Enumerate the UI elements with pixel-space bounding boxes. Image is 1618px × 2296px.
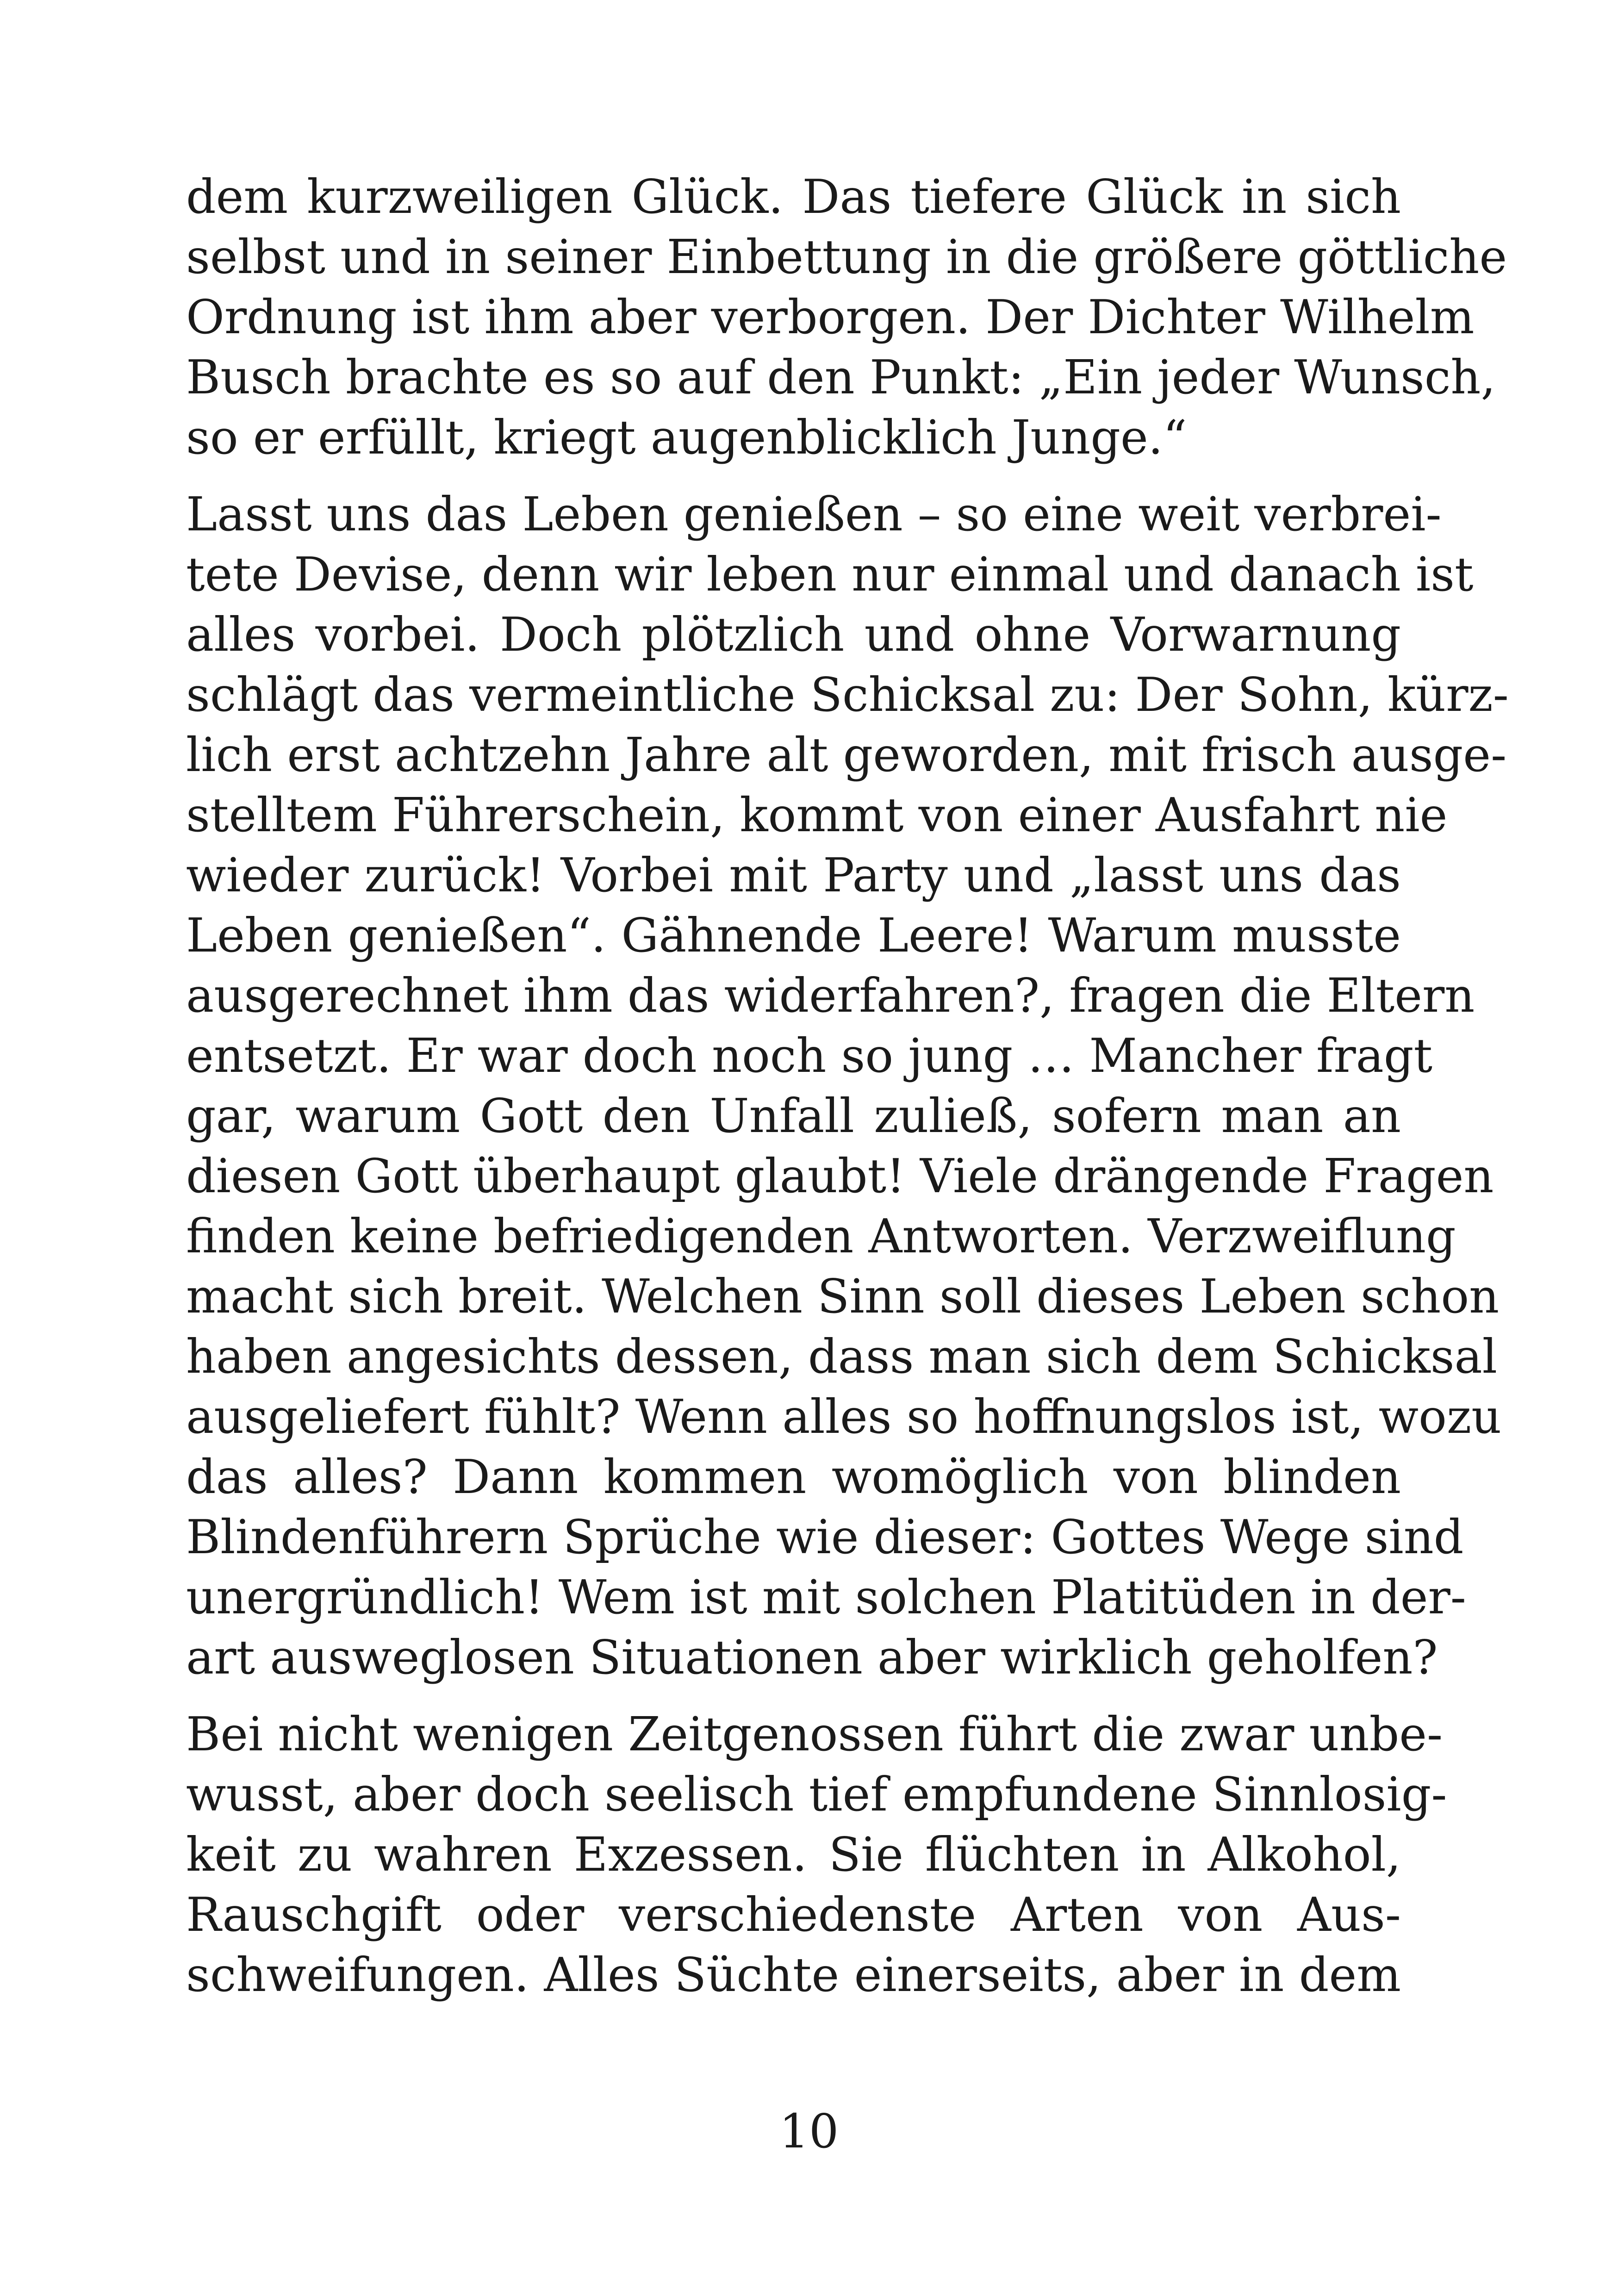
text-line: macht sich breit. Welchen Sinn soll dieses Leben schon xyxy=(186,1269,1500,1324)
paragraph-1 xyxy=(186,167,1507,467)
text-line: diesen Gott überhaupt glaubt! Viele drängende Fragen xyxy=(186,1149,1494,1203)
text-line: haben angesichts dessen, dass man sich dem Schicksal xyxy=(186,1329,1498,1384)
text-line: das alles? Dann kommen womöglich von blinden xyxy=(186,1450,1401,1504)
text-line: so er erfüllt, kriegt augenblicklich Junge.“ xyxy=(186,410,1187,465)
paragraph-3 xyxy=(186,1704,1447,2005)
body-text xyxy=(186,167,1509,2005)
text-line: stelltem Führerschein, kommt von einer Ausfahrt nie xyxy=(186,788,1448,842)
text-line: Rauschgift oder verschiedenste Arten von Aus- xyxy=(186,1887,1401,1942)
text-line: entsetzt. Er war doch noch so jung … Mancher fragt xyxy=(186,1028,1433,1083)
text-line: selbst und in seiner Einbettung in die größere göttliche xyxy=(186,230,1507,284)
text-line: wusst, aber doch seelisch tief empfundene Sinnlosig- xyxy=(186,1767,1447,1822)
text-line: gar, warum Gott den Unfall zuließ, sofern man an xyxy=(186,1089,1401,1143)
text-line: Leben genießen“. Gähnende Leere! Warum musste xyxy=(186,908,1401,963)
text-line: keit zu wahren Exzessen. Sie flüchten in Alkohol, xyxy=(186,1827,1401,1882)
text-line: Lasst uns das Leben genießen – so eine weit verbrei- xyxy=(186,487,1442,541)
page-number: 10 xyxy=(779,2104,839,2159)
text-line: unergründlich! Wem ist mit solchen Platitüden in der- xyxy=(186,1570,1466,1624)
text-line: lich erst achtzehn Jahre alt geworden, mit frisch ausge- xyxy=(186,728,1507,782)
text-line: Bei nicht wenigen Zeitgenossen führt die zwar unbe- xyxy=(186,1707,1443,1761)
text-line: Busch brachte es so auf den Punkt: „Ein jeder Wunsch, xyxy=(186,350,1496,404)
text-line: Blindenführern Sprüche wie dieser: Gottes Wege sind xyxy=(186,1510,1464,1564)
text-line: art ausweglosen Situationen aber wirklich geholfen? xyxy=(186,1630,1438,1685)
text-line: tete Devise, denn wir leben nur einmal und danach ist xyxy=(186,547,1474,602)
text-line: Ordnung ist ihm aber verborgen. Der Dichter Wilhelm xyxy=(186,290,1475,344)
text-line: finden keine befriedigenden Antworten. Verzweiflung xyxy=(186,1209,1456,1263)
text-line: schweifungen. Alles Süchte einerseits, aber in dem xyxy=(186,1948,1401,2002)
text-line: schlägt das vermeintliche Schicksal zu: Der Sohn, kürz- xyxy=(186,667,1509,722)
text-line: alles vorbei. Doch plötzlich und ohne Vorwarnung xyxy=(186,607,1401,662)
text-line: ausgeliefert fühlt? Wenn alles so hoffnungslos ist, wozu xyxy=(186,1389,1502,1444)
text-line: wieder zurück! Vorbei mit Party und „lasst uns das xyxy=(186,848,1401,902)
text-line: dem kurzweiligen Glück. Das tiefere Glück in sich xyxy=(186,169,1401,224)
text-line: ausgerechnet ihm das widerfahren?, fragen die Eltern xyxy=(186,968,1475,1023)
paragraph-2 xyxy=(186,484,1509,1687)
